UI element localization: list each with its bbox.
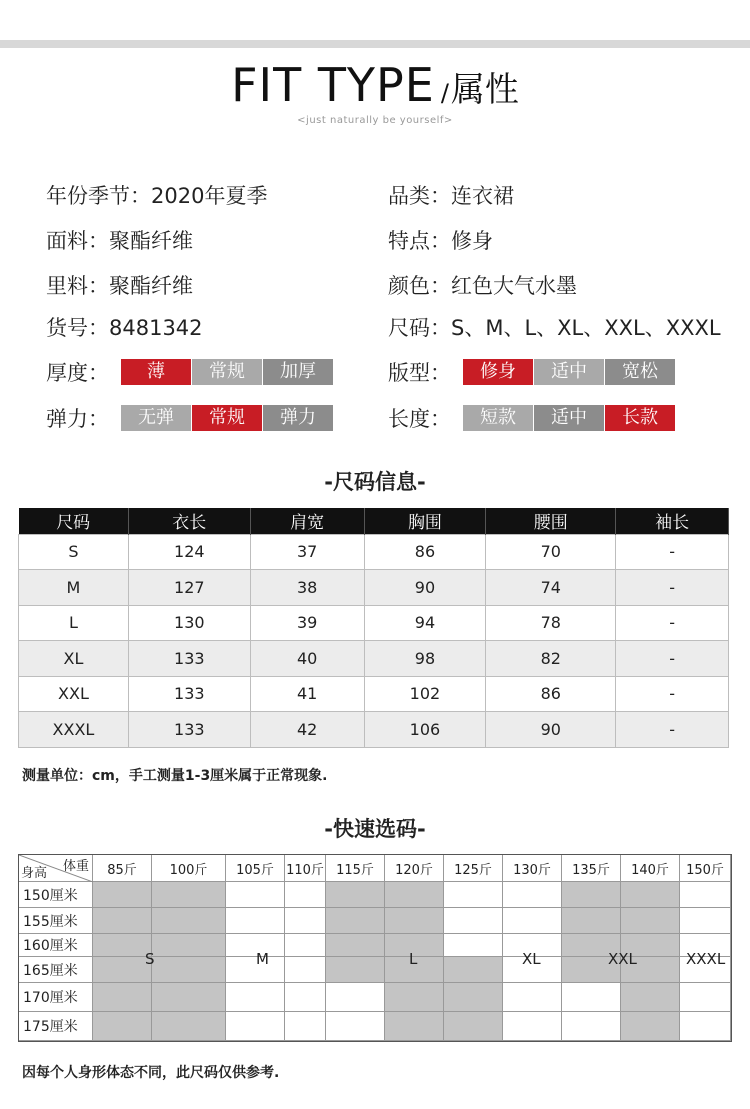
grid-cell [503, 882, 562, 908]
attr-item-no: 货号：8481342 [46, 316, 203, 340]
table-row [19, 641, 729, 677]
height-label: 155厘米 [19, 908, 93, 934]
grid-cell [285, 908, 326, 934]
table-cell: 102 [364, 676, 486, 712]
weight-header: 110斤 [285, 855, 326, 882]
grid-cell [93, 882, 152, 908]
height-label: 160厘米 [19, 934, 93, 957]
height-label: 170厘米 [19, 983, 93, 1012]
table-cell: 70 [486, 534, 616, 570]
size-label: M [256, 950, 269, 968]
table-cell: S [19, 534, 129, 570]
grid-cell [326, 908, 385, 934]
length-option-short: 短款 [463, 405, 533, 431]
table-cell: 94 [364, 605, 486, 641]
grid-cell [444, 983, 503, 1012]
corner-weight-label: 体重 [62, 859, 89, 874]
table-cell: M [19, 570, 129, 606]
grid-cell [93, 908, 152, 934]
weight-header: 100斤 [152, 855, 226, 882]
weight-header: 120斤 [385, 855, 444, 882]
grid-cell [285, 957, 326, 983]
table-cell: 37 [250, 534, 364, 570]
quick-size-title: -快速选码- [324, 817, 426, 841]
grid-cell [326, 1012, 385, 1041]
grid-cell [562, 908, 621, 934]
attr-feature: 特点：修身 [388, 229, 493, 253]
attr-sizes: 尺码：S、M、L、XL、XXL、XXXL [388, 316, 721, 340]
fit-option-regular: 适中 [534, 359, 604, 385]
page-title [0, 58, 750, 112]
weight-header: 125斤 [444, 855, 503, 882]
quick-size-grid [19, 855, 731, 1041]
grid-cell [326, 934, 385, 957]
grid-cell [285, 983, 326, 1012]
top-divider [0, 40, 750, 48]
quick-size-chart [18, 854, 732, 1042]
attr-category: 品类：连衣裙 [388, 184, 514, 208]
grid-cell [152, 882, 226, 908]
grid-cell [93, 983, 152, 1012]
table-cell: 90 [364, 570, 486, 606]
grid-cell [444, 934, 503, 957]
fit-selector [388, 359, 676, 385]
elasticity-option-none: 无弹 [121, 405, 191, 431]
header-bust: 胸围 [364, 508, 486, 534]
length-label: 长度： [388, 407, 451, 431]
corner-height-label: 身高 [21, 866, 48, 881]
table-cell: 42 [250, 712, 364, 748]
thickness-label: 厚度： [46, 361, 109, 385]
length-option-medium: 适中 [534, 405, 604, 431]
header-length: 衣长 [128, 508, 250, 534]
thickness-option-thick: 加厚 [263, 359, 333, 385]
size-label: XXL [608, 950, 637, 968]
grid-cell [621, 1012, 680, 1041]
attr-color: 颜色：红色大气水墨 [388, 274, 577, 298]
table-row [19, 605, 729, 641]
grid-cell [326, 957, 385, 983]
grid-cell [444, 957, 503, 983]
elasticity-option-regular: 常规 [192, 405, 262, 431]
grid-cell [385, 1012, 444, 1041]
table-cell: 90 [486, 712, 616, 748]
table-cell: 40 [250, 641, 364, 677]
grid-cell [621, 882, 680, 908]
grid-cell [326, 983, 385, 1012]
grid-cell [152, 983, 226, 1012]
fit-label: 版型： [388, 361, 451, 385]
table-cell: - [616, 676, 729, 712]
grid-cell [562, 983, 621, 1012]
table-cell: 78 [486, 605, 616, 641]
height-label: 175厘米 [19, 1012, 93, 1041]
corner-cell [19, 855, 93, 882]
table-cell: L [19, 605, 129, 641]
table-cell: 39 [250, 605, 364, 641]
attr-year-season: 年份季节：2020年夏季 [46, 184, 268, 208]
size-label: XXXL [686, 950, 726, 968]
elasticity-selector [46, 405, 334, 431]
header-size: 尺码 [19, 508, 129, 534]
grid-cell [152, 1012, 226, 1041]
table-cell: 127 [128, 570, 250, 606]
grid-cell [503, 1012, 562, 1041]
grid-cell [444, 882, 503, 908]
grid-cell [680, 882, 731, 908]
size-label: L [409, 950, 418, 968]
grid-cell [385, 908, 444, 934]
grid-cell [226, 908, 285, 934]
thickness-option-regular: 常规 [192, 359, 262, 385]
weight-header: 115斤 [326, 855, 385, 882]
size-label: S [145, 950, 155, 968]
length-selector [388, 405, 676, 431]
grid-cell [326, 882, 385, 908]
grid-cell [285, 882, 326, 908]
table-cell: 130 [128, 605, 250, 641]
height-label: 165厘米 [19, 957, 93, 983]
table-cell: 133 [128, 712, 250, 748]
length-option-long: 长款 [605, 405, 675, 431]
grid-cell [621, 908, 680, 934]
table-row [19, 712, 729, 748]
table-cell: 74 [486, 570, 616, 606]
table-cell: XXXL [19, 712, 129, 748]
table-cell: 133 [128, 676, 250, 712]
reference-note: 因每个人身形体态不同，此尺码仅供参考. [22, 1065, 280, 1081]
grid-cell [226, 983, 285, 1012]
title-en: FIT TYPE [231, 58, 435, 112]
grid-cell [503, 908, 562, 934]
grid-cell [152, 908, 226, 934]
table-cell: - [616, 712, 729, 748]
grid-cell [444, 1012, 503, 1041]
table-cell: 41 [250, 676, 364, 712]
header-shoulder: 肩宽 [250, 508, 364, 534]
header-sleeve: 袖长 [616, 508, 729, 534]
table-cell: 98 [364, 641, 486, 677]
page-subtitle: <just naturally be yourself> [297, 115, 453, 126]
grid-cell [444, 908, 503, 934]
thickness-option-thin: 薄 [121, 359, 191, 385]
table-row [19, 534, 729, 570]
thickness-selector [46, 359, 334, 385]
grid-cell [93, 1012, 152, 1041]
grid-cell [680, 983, 731, 1012]
measurement-note: 测量单位：cm，手工测量1-3厘米属于正常现象. [22, 768, 328, 784]
header-waist: 腰围 [486, 508, 616, 534]
weight-header: 85斤 [93, 855, 152, 882]
table-cell: - [616, 605, 729, 641]
grid-cell [285, 1012, 326, 1041]
table-cell: XL [19, 641, 129, 677]
table-cell: - [616, 534, 729, 570]
size-table-header [19, 508, 729, 534]
table-cell: - [616, 570, 729, 606]
table-cell: 133 [128, 641, 250, 677]
weight-header: 150斤 [680, 855, 731, 882]
grid-cell [152, 957, 226, 983]
grid-cell [680, 1012, 731, 1041]
table-cell: - [616, 641, 729, 677]
elasticity-label: 弹力： [46, 407, 109, 431]
attr-fabric: 面料：聚酯纤维 [46, 229, 193, 253]
grid-cell [680, 908, 731, 934]
grid-cell [621, 983, 680, 1012]
grid-cell [93, 957, 152, 983]
weight-header: 105斤 [226, 855, 285, 882]
grid-cell [503, 983, 562, 1012]
table-row [19, 676, 729, 712]
table-cell: 82 [486, 641, 616, 677]
size-label: XL [522, 950, 541, 968]
table-cell: 106 [364, 712, 486, 748]
table-row [19, 570, 729, 606]
table-cell: 124 [128, 534, 250, 570]
table-cell: 86 [486, 676, 616, 712]
grid-cell [385, 882, 444, 908]
table-cell: XXL [19, 676, 129, 712]
elasticity-option-stretch: 弹力 [263, 405, 333, 431]
grid-cell [562, 882, 621, 908]
grid-cell [562, 1012, 621, 1041]
size-info-title: -尺码信息- [324, 470, 426, 494]
table-cell: 86 [364, 534, 486, 570]
table-cell: 38 [250, 570, 364, 606]
attr-lining: 里料：聚酯纤维 [46, 274, 193, 298]
weight-header: 140斤 [621, 855, 680, 882]
grid-cell [226, 882, 285, 908]
grid-cell [226, 1012, 285, 1041]
fit-option-slim: 修身 [463, 359, 533, 385]
weight-header: 130斤 [503, 855, 562, 882]
weight-header: 135斤 [562, 855, 621, 882]
grid-cell [385, 983, 444, 1012]
fit-option-loose: 宽松 [605, 359, 675, 385]
grid-cell [93, 934, 152, 957]
grid-cell [285, 934, 326, 957]
height-label: 150厘米 [19, 882, 93, 908]
title-slash: / [440, 79, 449, 107]
title-cn: 属性 [450, 70, 519, 110]
size-table [18, 508, 729, 748]
grid-cell [152, 934, 226, 957]
